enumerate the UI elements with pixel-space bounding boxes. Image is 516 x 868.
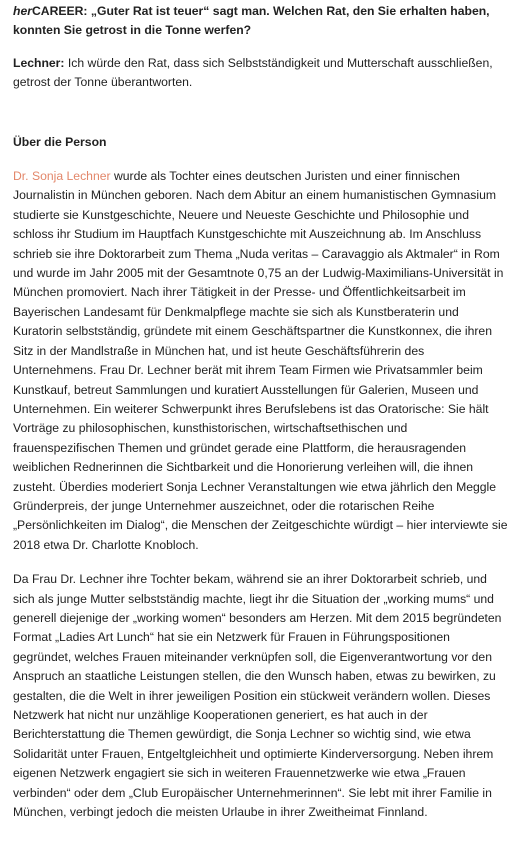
article-body	[0, 2, 516, 822]
interview-question	[13, 2, 508, 41]
bio-paragraph-1-text: wurde als Tochter eines deutschen Juristen und einer finnischen Journalistin in München geboren. Nach dem Abitur an einem humanistischen Gymnasium studierte sie Kunstgeschichte, Neuere und Neueste Geschichte und Philosophie und schloss ihr Studium im Hauptfach Kunstgeschichte mit Auszeichnung ab. Im Anschluss schrieb sie ihre Doktorarbeit zum Thema „Nuda veritas – Caravaggio als Aktmaler“ in Rom und wurde im Jahr 2005 mit der Gesamtnote 0,75 an der Ludwig-Maximilians-Universität in München promoviert. Nach ihrer Tätigkeit in der Presse- und Öffentlichkeitsarbeit im Bayerischen Landesamt für Denkmalpflege machte sie sich als Kunstberaterin und Kuratorin selbstständig, gründete mit einem Geschäftspartner die Kunstkonnex, die ihren Sitz in der Mandlstraße in München hat, und ist heute Geschäftsführerin des Unternehmens. Frau Dr. Lechner berät mit ihrem Team Firmen wie Privatsammler beim Kunstkauf, betreut Sammlungen und kuratiert Ausstellungen für Galerien, Museen und Unternehmen. Ein weiterer Schwerpunkt ihres Berufslebens ist das Oratorische: Sie hält Vorträge zu philosophischen, kunsthistorischen, wirtschaftsethischen und frauenspezifischen Themen und gründet gerade eine Plattform, die herausragenden weiblichen Rednerinnen die Sichtbarkeit und die Honorierung verleihen will, die ihnen zusteht. Überdies moderiert Sonja Lechner Veranstaltungen wie etwa jährlich den Meggle Gründerpreis, der junge Unternehmer auszeichnet, oder die rotarischen Reihe „Persönlichkeiten im Dialog“, die Menschen der Zeitgeschichte würdigt – hier interviewte sie 2018 etwa Dr. Charlotte Knobloch.	[13, 169, 508, 552]
person-name-link[interactable]: Dr. Sonja Lechner	[13, 169, 111, 184]
answer-text: Ich würde den Rat, dass sich Selbstständigkeit und Mutterschaft ausschließen, getrost der Tonne überantworten.	[13, 55, 493, 90]
brand-prefix: her	[13, 4, 32, 18]
question-text: „Guter Rat ist teuer“ sagt man. Welchen Rat, den Sie erhalten haben, konnten Sie getrost in die Tonne werfen?	[13, 4, 490, 38]
interview-answer	[13, 54, 508, 93]
bio-paragraph-2: Da Frau Dr. Lechner ihre Tochter bekam, während sie an ihrer Doktorarbeit schrieb, und sich als junge Mutter selbstständig machte, liegt ihr die Situation der „working mums“ und generell diejenige der „working women“ besonders am Herzen. Mit dem 2015 begründeten Format „Ladies Art Lunch“ hat sie ein Netzwerk für Frauen in Führungspositionen gegründet, welches Frauen miteinander verknüpfen soll, die Eigenverantwortung vor den Anspruch an staatliche Leistungen stellen, die den Wunsch haben, etwas zu bewirken, zu gestalten, die die Welt in ihrer jeweiligen Position ein stückweit verändern wollen. Dieses Netzwerk hat nicht nur unzählige Kooperationen generiert, es hat auch in der Berichterstattung die Themen gewürdigt, die Sonja Lechner so wichtig sind, wie etwa Solidarität unter Frauen, Entgeltgleichheit und optimierte Kinderversorgung. Neben ihrem eigenen Netzwerk engagiert sie sich in weiteren Frauennetzwerke wie etwa „Frauen verbinden“ oder dem „Club Europäischer Unternehmerinnen“. Sie lebt mit ihrer Familie in München, verbingt jedoch die meisten Urlaube in ihrer Zweitheimat Finnland.	[13, 572, 502, 820]
section-title: Über die Person	[13, 134, 107, 149]
bio-paragraph-1	[13, 167, 508, 555]
brand-suffix: CAREER:	[31, 4, 88, 18]
answer-speaker: Lechner:	[13, 55, 65, 70]
